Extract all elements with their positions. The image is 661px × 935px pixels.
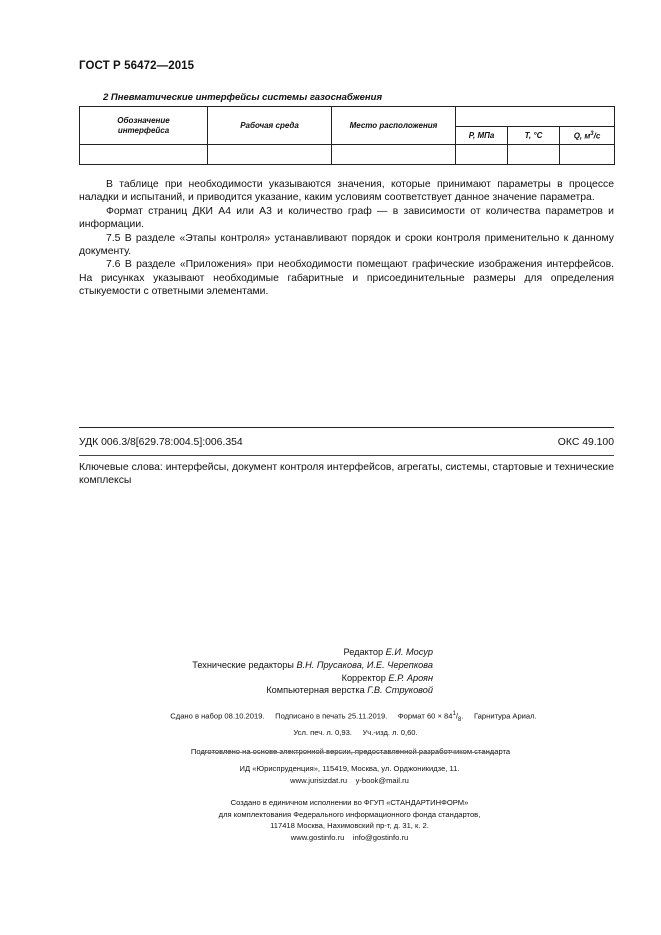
col-header-location: Место расположения [332, 107, 456, 145]
table-cell-empty [560, 145, 615, 165]
interfaces-table [79, 106, 615, 165]
print-date: Подписано в печать 25.11.2019. [275, 711, 388, 721]
format-numerator: 1 [452, 711, 456, 717]
publisher-info [79, 763, 614, 786]
table-cell-empty [456, 145, 508, 165]
editor-line [192, 646, 433, 659]
oks-code: ОКС 49.100 [557, 437, 614, 448]
col-header-flow [560, 127, 615, 145]
paragraph: 7.6 В разделе «Приложения» при необходимости помещают графические изображения интерфейсов. На рисунках указывают необходимые габаритные и присоединительные размеры для определения стыкуемости с ответными элементами. [79, 259, 614, 298]
divider-top [79, 427, 614, 428]
corrector-label: Корректор [341, 672, 386, 683]
layout-label: Компьютерная верстка [266, 685, 365, 696]
paragraph: Формат страниц ДКИ А4 или А3 и количество граф — в зависимости от количества параметров и информации. [79, 205, 614, 231]
col-header-pressure: P, МПа [456, 127, 508, 145]
producer-email-link[interactable]: info@gostinfo.ru [352, 832, 409, 842]
editor-label: Редактор [343, 647, 384, 657]
layout-line [192, 684, 433, 697]
producer-contacts [79, 832, 614, 844]
layout-name: Г.В. Струковой [367, 685, 433, 696]
print-info [79, 709, 614, 758]
divider-bottom [79, 455, 614, 456]
publisher-site-link[interactable]: www.jurisizdat.ru [290, 775, 348, 785]
print-sheets: Усл. печ. л. 0,93. [293, 727, 352, 737]
keywords: Ключевые слова: интерфейсы, документ контроля интерфейсов, агрегаты, системы, стартовые и технические комплексы [79, 462, 614, 487]
publisher-email-link[interactable]: y-book@mail.ru [355, 775, 409, 785]
print-info-line2 [79, 727, 614, 739]
paper-format: Формат 60 × 84 [397, 711, 453, 721]
staff-credits [192, 646, 433, 697]
table-cell-empty [332, 145, 456, 165]
table-caption: 2 Пневматические интерфейсы системы газоснабжения [103, 92, 383, 103]
table-cell-empty [80, 145, 208, 165]
tech-editors-names: В.Н. Прусакова, И.Е. Черепкова [296, 659, 433, 670]
publisher-sheets: Уч.-изд. л. 0,60. [362, 727, 418, 737]
format-dot: . [461, 711, 464, 721]
flow-prefix: Q, м [573, 131, 591, 141]
body-text [79, 178, 614, 299]
flow-suffix: /с [593, 131, 601, 141]
producer-line1: Создано в единичном исполнении во ФГУП «СТАНДАРТИНФОРМ» [230, 798, 469, 807]
col-header-params-group [456, 107, 615, 127]
paragraph: 7.5 В разделе «Этапы контроля» устанавливают порядок и сроки контроля применительно к данному документу. [79, 232, 614, 258]
typeset-date: Сдано в набор 08.10.2019. [170, 711, 265, 721]
table-cell-empty [508, 145, 560, 165]
format-denominator: 8 [457, 717, 462, 724]
publisher-address: ИД «Юриспруденция», 115419, Москва, ул. Орджоникидзе, 11. [239, 764, 460, 773]
footer-divider [202, 752, 495, 753]
publisher-contacts [79, 775, 614, 787]
print-info-line3: Подготовлено на основе электронной версии, предоставленной разработчиком стандарта [190, 747, 511, 757]
paragraph: В таблице при необходимости указываются значения, которые принимают параметры в процессе наладки и испытаний, и приводится указание, каким условиям соответствует данное значение параметра. [79, 179, 614, 204]
udc-code: УДК 006.3/8[629.78:004.5]:006.354 [79, 437, 243, 448]
tech-editors-line [192, 659, 433, 672]
tech-editors-label: Технические редакторы [192, 659, 294, 670]
corrector-line [192, 672, 433, 685]
flow-sup: 3 [590, 131, 594, 138]
table-cell-empty [208, 145, 332, 165]
producer-address: 117418 Москва, Нахимовский пр-т, д. 31, к. 2. [270, 821, 429, 830]
producer-line2: для комплектования Федерального информационного фонда стандартов, [218, 809, 481, 819]
col-header-medium: Рабочая среда [208, 107, 332, 145]
print-info-line1 [79, 709, 614, 727]
format-slash: / [455, 711, 458, 721]
corrector-name: Е.Р. Ароян [388, 672, 433, 683]
col-header-temperature: T, °C [508, 127, 560, 145]
typeface: Гарнитура Ариал. [474, 711, 537, 721]
producer-info [79, 797, 614, 843]
document-header: ГОСТ Р 56472—2015 [79, 60, 195, 72]
editor-name: Е.И. Мосур [385, 647, 433, 657]
producer-site-link[interactable]: www.gostinfo.ru [290, 832, 345, 842]
col-header-designation: Обозначение интерфейса [80, 107, 208, 145]
